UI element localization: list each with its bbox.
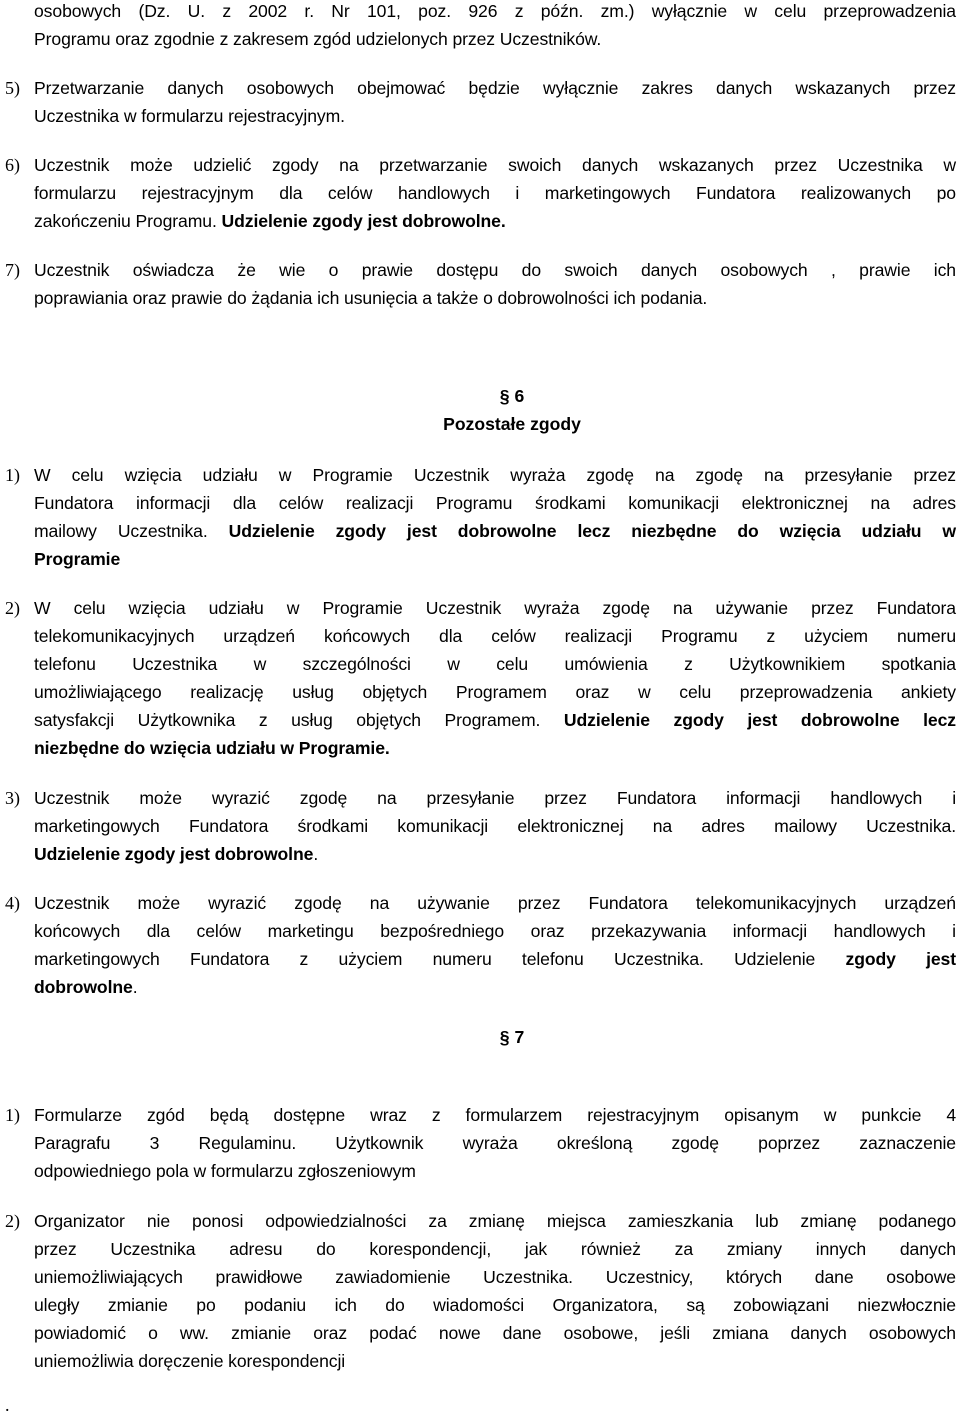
text-run: . — [313, 844, 319, 864]
list-item-text: powiadomić o ww. zmianie oraz podać nowe dane osobowe, jeśli zmiana danych osobowych — [34, 1323, 956, 1343]
list-item-text: Formularze zgód będą dostępne wraz z formularzem rejestracyjnym opisanym w punkcie 4 — [34, 1105, 956, 1125]
list-item-text — [34, 210, 506, 232]
list-item-text: Uczestnik może udzielić zgody na przetwarzanie swoich danych wskazanych przez Uczestnika w — [34, 155, 956, 175]
list-item-text: Fundatora informacji dla celów realizacji Programu środkami komunikacji elektronicznej na adres — [34, 493, 956, 513]
list-item-text — [34, 948, 956, 970]
list-item-text: uniemożliwia doręczenie korespondencji — [34, 1351, 346, 1371]
paragraph-continuation-line: Programu oraz zgodnie z zakresem zgód udzielonych przez Uczestników. — [34, 29, 602, 49]
paragraph-continuation-line: osobowych (Dz. U. z 2002 r. Nr 101, poz. 926 z późn. zm.) wyłącznie w celu przeprowadzenia — [34, 1, 956, 21]
list-number: 2) — [5, 598, 20, 618]
list-item-text: W celu wzięcia udziału w Programie Uczestnik wyraża zgodę na używanie przez Fundatora — [34, 598, 956, 618]
list-item-text: Uczestnik może wyrazić zgodę na używanie przez Fundatora telekomunikacyjnych urządzeń — [34, 893, 956, 913]
list-number: 3) — [5, 788, 20, 808]
list-number: 6) — [5, 155, 20, 175]
consent-bold-text: zgody jest — [845, 949, 957, 969]
list-number: 7) — [5, 260, 20, 280]
list-item-text: telekomunikacyjnych urządzeń końcowych dla celów realizacji Programu z użyciem numeru — [34, 626, 956, 646]
consent-bold-text: Udzielenie zgody jest dobrowolne — [34, 844, 314, 864]
consent-bold-text: dobrowolne — [34, 977, 133, 997]
consent-bold-text: Udzielenie zgody jest dobrowolne lecz — [563, 710, 956, 730]
list-item-text: odpowiedniego pola w formularzu zgłoszeniowym — [34, 1161, 416, 1181]
section-number: § 6 — [499, 386, 525, 406]
list-item-text: Paragrafu 3 Regulaminu. Użytkownik wyraża określoną zgodę poprzez zaznaczenie — [34, 1133, 956, 1153]
list-item-text: formularzu rejestracyjnym dla celów handlowych i marketingowych Fundatora realizowanych po — [34, 183, 956, 203]
list-number: 5) — [5, 78, 20, 98]
text-run: mailowy Uczestnika. — [34, 521, 229, 541]
text-run: marketingowych Fundatora z użyciem numeru telefonu Uczestnika. Udzielenie — [34, 949, 846, 969]
consent-bold-text: Udzielenie zgody jest dobrowolne. — [221, 211, 506, 231]
section-number: § 7 — [499, 1027, 525, 1047]
list-item-text — [34, 976, 137, 998]
text-run: satysfakcji Użytkownika z usług objętych Programem. — [34, 710, 564, 730]
list-number: 1) — [5, 1105, 20, 1125]
list-number: 4) — [5, 893, 20, 913]
list-item-text: końcowych dla celów marketingu bezpośredniego oraz przekazywania informacji handlowych i — [34, 921, 956, 941]
list-item-text: uniemożliwiających prawidłowe zawiadomienie Uczestnika. Uczestnicy, których dane osobowe — [34, 1267, 956, 1287]
list-item-text: uległy zmianie po podaniu ich do wiadomości Organizatora, są zobowiązani niezwłocznie — [34, 1295, 956, 1315]
consent-bold-text: Udzielenie zgody jest dobrowolne lecz niezbędne do wzięcia udziału w — [228, 521, 956, 541]
list-item-text — [34, 843, 318, 865]
list-item-text: telefonu Uczestnika w szczególności w celu umówienia z Użytkownikiem spotkania — [34, 654, 956, 674]
trailing-dot: . — [5, 1395, 10, 1415]
list-item-text — [34, 520, 956, 542]
list-number: 1) — [5, 465, 20, 485]
list-item-text: Uczestnik może wyrazić zgodę na przesyłanie przez Fundatora informacji handlowych i — [34, 788, 956, 808]
list-number: 2) — [5, 1211, 20, 1231]
list-item-text: marketingowych Fundatora środkami komunikacji elektronicznej na adres mailowy Uczestnika. — [34, 816, 956, 836]
list-item-text: Organizator nie ponosi odpowiedzialności za zmianę miejsca zamieszkania lub zmianę podanego — [34, 1211, 956, 1231]
list-item-text: Uczestnik oświadcza że wie o prawie dostępu do swoich danych osobowych , prawie ich — [34, 260, 956, 280]
list-item-text — [34, 709, 956, 731]
section-title: Pozostałe zgody — [443, 414, 581, 434]
text-run: zakończeniu Programu. — [34, 211, 222, 231]
consent-bold-text: Programie — [34, 549, 121, 569]
text-run: . — [132, 977, 138, 997]
consent-bold-text: niezbędne do wzięcia udziału w Programie. — [34, 738, 390, 758]
list-item-text: Przetwarzanie danych osobowych obejmować będzie wyłącznie zakres danych wskazanych przez — [34, 78, 956, 98]
list-item-text: przez Uczestnika adresu do korespondencji, jak również za zmiany innych danych — [34, 1239, 956, 1259]
list-item-text: W celu wzięcia udziału w Programie Uczestnik wyraża zgodę na zgodę na przesyłanie przez — [34, 465, 956, 485]
list-item-text: umożliwiającego realizację usług objętych Programem oraz w celu przeprowadzenia ankiety — [34, 682, 956, 702]
list-item-text: Uczestnika w formularzu rejestracyjnym. — [34, 106, 345, 126]
list-item-text: poprawiania oraz prawie do żądania ich usunięcia a także o dobrowolności ich podania. — [34, 288, 708, 308]
